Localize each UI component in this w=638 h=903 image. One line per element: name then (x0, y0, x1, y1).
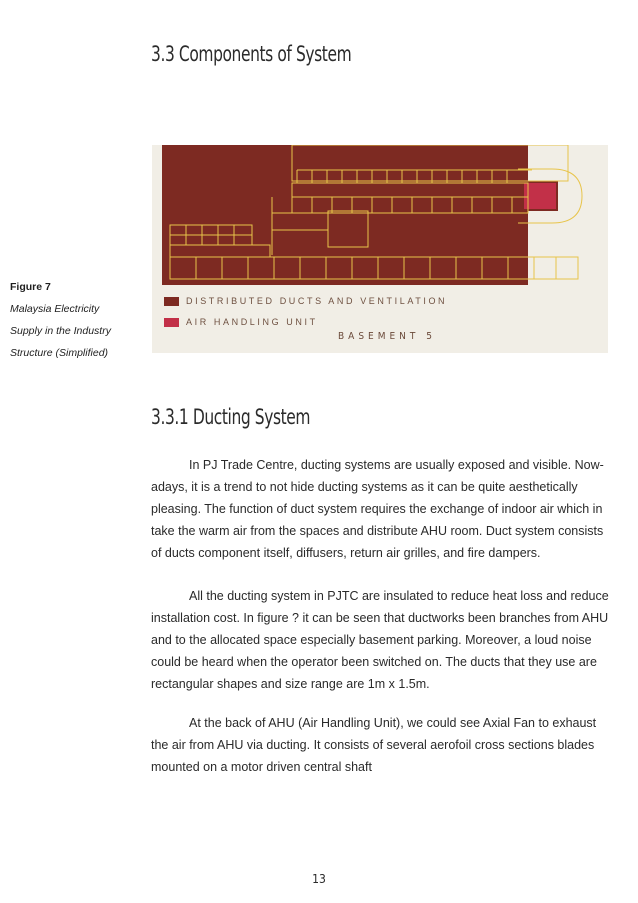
subsection-heading: 3.3.1 Ducting System (151, 405, 311, 429)
figure-caption (10, 276, 150, 364)
caption-line: Structure (Simplified) (10, 347, 109, 359)
caption-line: Malaysia Electricity (10, 303, 100, 315)
paragraph-1 (151, 454, 611, 564)
paragraph-text: At the back of AHU (Air Handling Unit), we could see Axial Fan to exhaust the air from AHU via ducting. It consists of several aerofoil cross sections blades mounted on a motor driven central shaft (151, 716, 597, 774)
paragraph-text: In PJ Trade Centre, ducting systems are usually exposed and visible. Now-adays, it is a trend to not hide ducting systems as it can be quite aesthetically pleasing. The function of duct system requires the exchange of indoor air which in take the warm air from the spaces and distribute AHU room. Duct system consists of ducts component itself, diffusers, return air grilles, and fire dampers. (151, 458, 604, 560)
duct-area (162, 145, 528, 285)
legend-item-ducts (164, 296, 447, 306)
legend-label-ducts: DISTRIBUTED DUCTS AND VENTILATION (186, 296, 448, 306)
figure-number: Figure 7 (10, 281, 51, 293)
paragraph-text: All the ducting system in PJTC are insulated to reduce heat loss and reduce installation cost. In figure ? it can be seen that ductworks been branches from AHU and to the allocated space especially basement parking. Moreover, a loud noise could be heard when the operator been switched on. The ducts that they use are rectangular shapes and size range are 1m x 1.5m. (151, 589, 609, 691)
floor-label: BASEMENT 5 (338, 331, 436, 342)
caption-line: Supply in the Industry (10, 325, 111, 337)
legend-item-ahu (164, 317, 318, 327)
basement-floor-plan-figure (152, 145, 608, 353)
section-heading: 3.3 Components of System (151, 42, 352, 66)
paragraph-3 (151, 712, 611, 778)
paragraph-2 (151, 585, 611, 695)
legend-label-ahu: AIR HANDLING UNIT (186, 317, 318, 327)
legend-swatch-ducts (164, 297, 179, 306)
page-number: 13 (312, 872, 326, 886)
legend-swatch-ahu (164, 318, 179, 327)
air-handling-unit (524, 183, 556, 209)
